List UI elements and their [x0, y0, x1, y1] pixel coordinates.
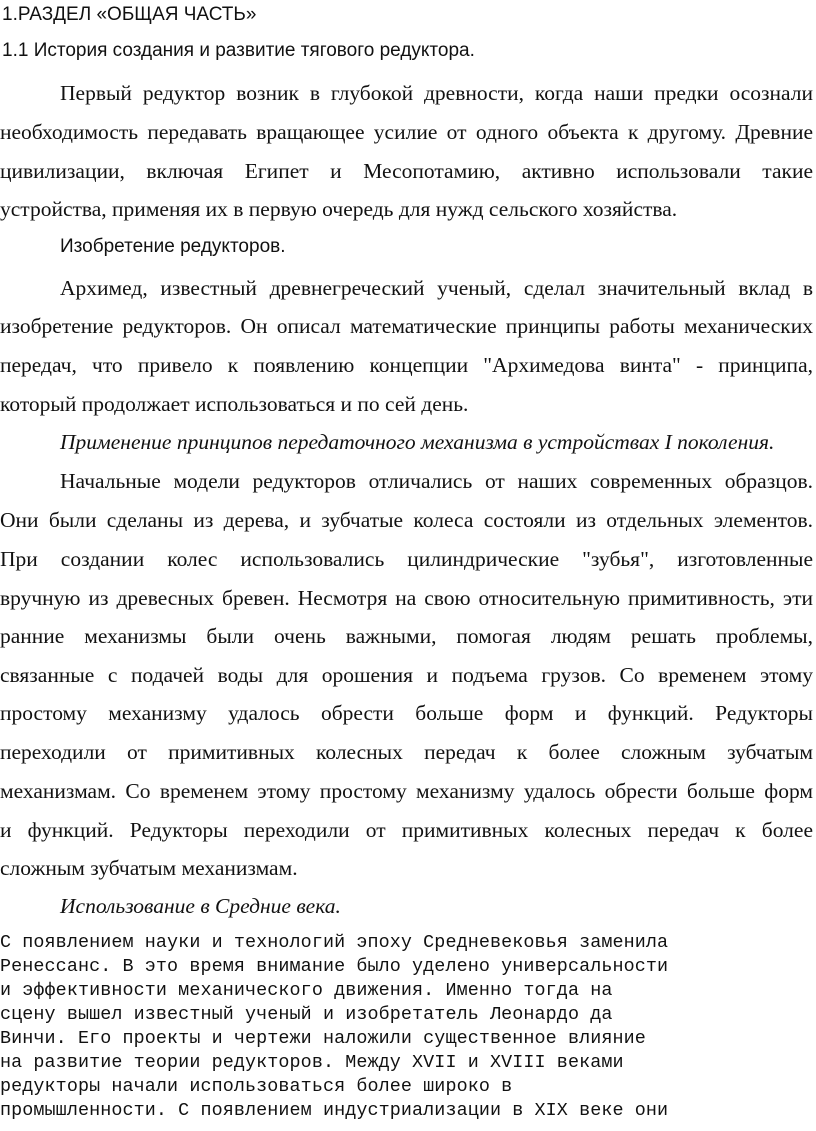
paragraph-3-line-9: механизмам. Со временем этому простому механизму удалось обрести больше форм — [0, 779, 813, 803]
subsection-heading: 1.1 История создания и развитие тягового редуктора. — [2, 40, 475, 61]
paragraph-1-line-1: Первый редуктор возник в глубокой древности, когда наши предки осознали — [60, 81, 813, 105]
paragraph-3-line-4: вручную из древесных бревен. Несмотря на свою относительную примитивность, эти — [0, 586, 813, 610]
paragraph-3-line-8: переходили от примитивных колесных передач к более сложным зубчатым — [0, 740, 813, 764]
paragraph-1-line-3: цивилизации, включая Египет и Месопотамию, активно использовали такие — [0, 159, 813, 183]
paragraph-4-line-7: редукторы начали использоваться более широко в — [0, 1076, 513, 1097]
paragraph-2-line-1: Архимед, известный древнегреческий ученый, сделал значительный вклад в — [60, 276, 813, 300]
paragraph-1-line-2: необходимость передавать вращающее усилие от одного объекта к другому. Древние — [0, 120, 813, 144]
paragraph-3-line-3: При создании колес использовались цилиндрические "зубья", изготовленные — [0, 547, 813, 571]
paragraph-2-line-3: передач, что привело к появлению концепции "Архимедова винта" - принципа, — [0, 353, 813, 377]
paragraph-3-line-11: сложным зубчатым механизмам. — [0, 856, 298, 880]
paragraph-4-line-4: сцену вышел известный ученый и изобретатель Леонардо да — [0, 1004, 613, 1025]
paragraph-3-line-1: Начальные модели редукторов отличались от наших современных образцов. — [60, 469, 813, 493]
heading-inventions: Изобретение редукторов. — [60, 236, 286, 257]
paragraph-3-line-7: простому механизму удалось обрести больше форм и функций. Редукторы — [0, 701, 813, 725]
paragraph-3-line-10: и функций. Редукторы переходили от примитивных колесных передач к более — [0, 818, 813, 842]
paragraph-2-line-2: изобретение редукторов. Он описал математические принципы работы механических — [0, 314, 813, 338]
heading-application: Применение принципов передаточного механизма в устройствах I поколения. — [60, 430, 775, 454]
paragraph-4-line-5: Винчи. Его проекты и чертежи наложили существенное влияние — [0, 1028, 646, 1049]
paragraph-4-line-6: на развитие теории редукторов. Между XVII и XVIII веками — [0, 1052, 624, 1073]
paragraph-3-line-6: связанные с подачей воды для орошения и подъема грузов. Со временем этому — [0, 663, 813, 687]
paragraph-4-line-1: С появлением науки и технологий эпоху Средневековья заменила — [0, 932, 669, 953]
section-heading: 1.РАЗДЕЛ «ОБЩАЯ ЧАСТЬ» — [2, 4, 257, 25]
paragraph-1-line-4: устройства, применяя их в первую очередь для нужд сельского хозяйства. — [0, 197, 678, 221]
paragraph-3-line-2: Они были сделаны из дерева, и зубчатые колеса состояли из отдельных элементов. — [0, 508, 813, 532]
paragraph-3-line-5: ранние механизмы были очень важными, помогая людям решать проблемы, — [0, 624, 813, 648]
paragraph-4-line-3: и эффективности механического движения. Именно тогда на — [0, 980, 613, 1001]
paragraph-4-line-8: промышленности. С появлением индустриализации в XIX веке они — [0, 1100, 669, 1121]
paragraph-2-line-4: который продолжает использоваться и по сей день. — [0, 392, 469, 416]
heading-middle-ages: Использование в Средние века. — [60, 894, 341, 918]
paragraph-4-line-2: Ренессанс. В это время внимание было уделено универсальности — [0, 956, 669, 977]
